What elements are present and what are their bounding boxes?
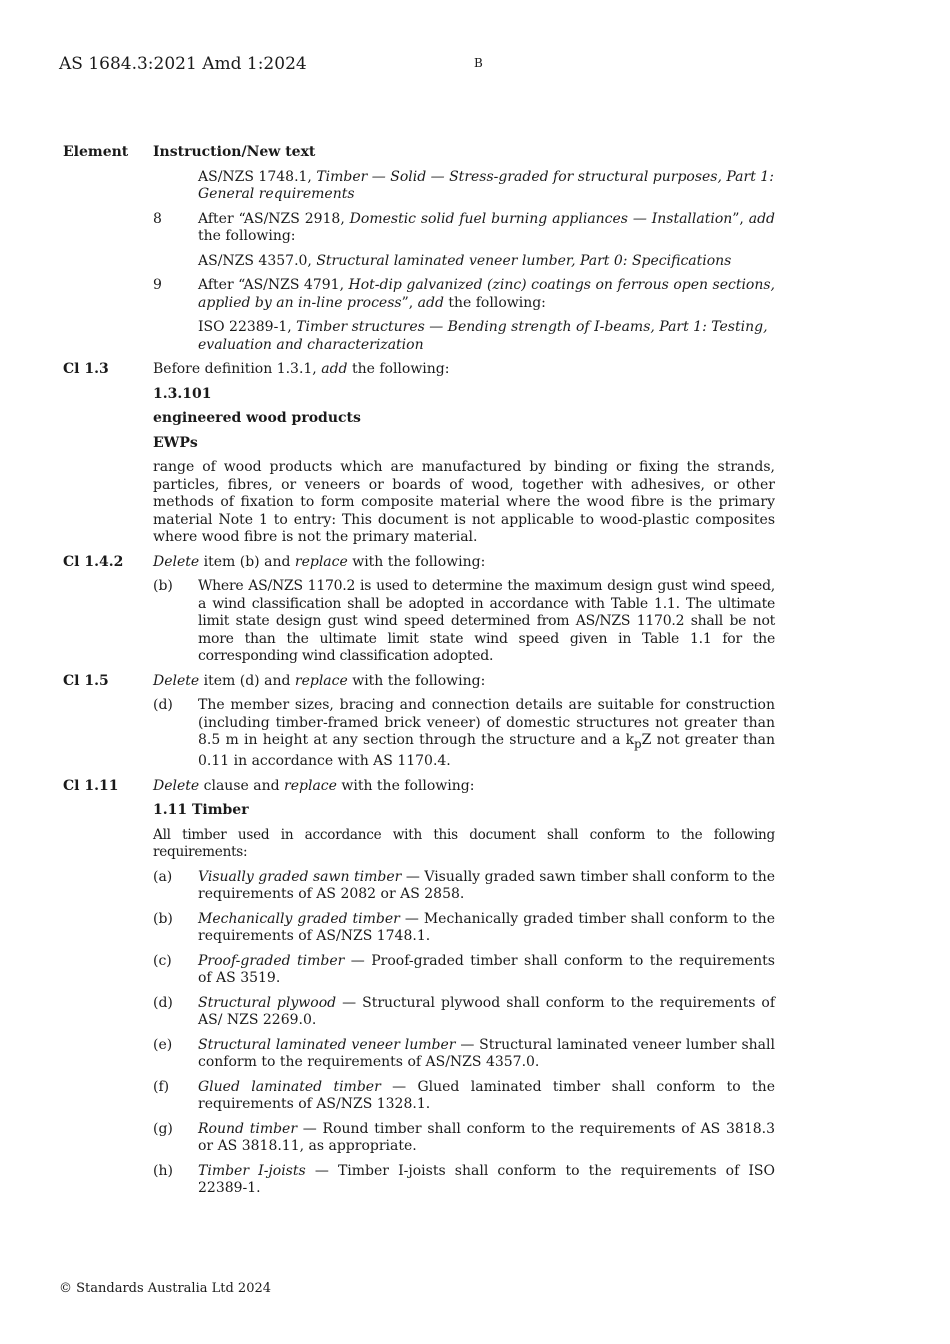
definition-number: 1.3.101 bbox=[153, 385, 212, 402]
list-item bbox=[153, 911, 775, 946]
list-item bbox=[153, 1121, 775, 1156]
reference-as-nzs-1748-1: AS/NZS 1748.1, Timber — Solid — Stress-graded for structural purposes, Part 1: General requirements bbox=[198, 168, 774, 202]
element-label: Cl 1.3 bbox=[63, 361, 109, 377]
timber-requirements-list bbox=[153, 869, 775, 1198]
instruction-text: Delete item (d) and replace with the following: bbox=[153, 672, 486, 689]
item-term: Structural plywood bbox=[198, 994, 337, 1011]
item-label: (d) bbox=[153, 994, 173, 1011]
item-label: (a) bbox=[153, 868, 173, 885]
list-item bbox=[153, 953, 775, 988]
amendment-table bbox=[63, 144, 775, 1212]
item-text: Structural laminated veneer lumber — Structural laminated veneer lumber shall conform to the requirements of AS/NZS 4357.0. bbox=[198, 1036, 775, 1071]
item-label: (b) bbox=[153, 910, 173, 927]
page-label: B bbox=[474, 56, 483, 70]
item-text: Mechanically graded timber — Mechanically graded timber shall conform to the requirements of AS/NZS 1748.1. bbox=[198, 910, 775, 945]
item-number: 8 bbox=[153, 210, 162, 227]
item-label: (c) bbox=[153, 952, 172, 969]
clause-1-4-2-row bbox=[63, 554, 775, 666]
instruction-item-8: 8 After “AS/NZS 2918, Domestic solid fuel burning appliances — Installation”, add the following: bbox=[153, 210, 776, 244]
item-term: Visually graded sawn timber bbox=[198, 868, 402, 885]
reference-as-nzs-4357-0: AS/NZS 4357.0, Structural laminated veneer lumber, Part 0: Specifications bbox=[198, 252, 732, 269]
list-item bbox=[153, 578, 775, 666]
definition-term: engineered wood products bbox=[153, 410, 361, 426]
instruction-text: Before definition 1.3.1, add the following: bbox=[153, 361, 450, 377]
item-label: (g) bbox=[153, 1120, 173, 1137]
list-item bbox=[153, 1037, 775, 1072]
list-item bbox=[153, 697, 775, 771]
table-header-row bbox=[63, 144, 775, 162]
instruction-text: Delete clause and replace with the following: bbox=[153, 777, 475, 794]
item-label: (f) bbox=[153, 1078, 170, 1095]
copyright: © Standards Australia Ltd 2024 bbox=[59, 1281, 272, 1296]
list-item bbox=[153, 1163, 775, 1198]
item-label: (d) bbox=[153, 697, 173, 713]
clause-1-5-row bbox=[63, 673, 775, 771]
element-column-header: Element bbox=[63, 144, 129, 160]
instruction-item-9: 9 After “AS/NZS 4791, Hot-dip galvanized (zinc) coatings on ferrous open sections, applied by an in-line process”, add the following: bbox=[153, 277, 776, 311]
item-text: Visually graded sawn timber — Visually graded sawn timber shall conform to the requirements of AS 2082 or AS 2858. bbox=[198, 868, 775, 903]
clause-1-3-row bbox=[63, 361, 775, 547]
item-label: (h) bbox=[153, 1162, 173, 1179]
element-label: Cl 1.11 bbox=[63, 777, 119, 794]
item-term: Timber I-joists bbox=[198, 1162, 306, 1179]
list-item bbox=[153, 1079, 775, 1114]
reference-iso-22389-1: ISO 22389-1, Timber structures — Bending strength of I-beams, Part 1: Testing, evaluation and characterization bbox=[198, 319, 768, 353]
item-text: Where AS/NZS 1170.2 is used to determine the maximum design gust wind speed, a wind classification shall be adopted in accordance with Table 1.1. The ultimate limit state design gust wind speed determined from AS/NZS 1170.2 shall be not more than the ultimate limit state wind speed given in Table 1.1 for the corresponding wind classification adopted. bbox=[198, 578, 775, 664]
list-item bbox=[153, 995, 775, 1030]
item-text: Proof-graded timber — Proof-graded timber shall conform to the requirements of AS 3519. bbox=[198, 952, 775, 987]
item-text: Structural plywood — Structural plywood shall conform to the requirements of AS/ NZS 2269.0. bbox=[198, 994, 776, 1029]
item-label: (b) bbox=[153, 578, 173, 594]
element-label: Cl 1.4.2 bbox=[63, 553, 124, 570]
item-text: The member sizes, bracing and connection details are suitable for construction (including timber-framed brick veneer) of domestic structures not greater than 8.5 m in height at any section through the structure and a $k_pZ$ not greater than 0.11 in accordance with AS 1170.4. bbox=[198, 697, 776, 770]
item-term: Round timber bbox=[198, 1120, 298, 1137]
clause-intro: All timber used in accordance with this document shall conform to the following requirements: bbox=[153, 826, 775, 861]
definition-abbreviation: EWPs bbox=[153, 434, 198, 451]
element-label: Cl 1.5 bbox=[63, 672, 109, 689]
item-term: Mechanically graded timber bbox=[198, 910, 400, 927]
item-text: Round timber — Round timber shall conform to the requirements of AS 3818.3 or AS 3818.11, as appropriate. bbox=[198, 1120, 776, 1155]
clause-1-11-row bbox=[63, 778, 775, 1205]
item-text: Glued laminated timber — Glued laminated timber shall conform to the requirements of AS/NZS 1328.1. bbox=[198, 1078, 775, 1113]
instruction-text: Delete item (b) and replace with the following: bbox=[153, 553, 486, 570]
definition-text: range of wood products which are manufactured by binding or fixing the strands, particles, fibres, or veneers or boards of wood, together with adhesives, or other methods of fixation to form composite material where the wood fibre is the primary material Note 1 to entry: This document is not applicable to wood-plastic composites where wood fibre is not the primary material. bbox=[153, 459, 775, 545]
clause-heading: 1.11 Timber bbox=[153, 802, 249, 819]
item-label: (e) bbox=[153, 1036, 173, 1053]
item-term: Structural laminated veneer lumber bbox=[198, 1036, 456, 1053]
item-term: Proof-graded timber bbox=[198, 952, 345, 969]
normative-references-row bbox=[63, 169, 775, 355]
item-term: Glued laminated timber bbox=[198, 1078, 381, 1095]
item-number: 9 bbox=[153, 277, 162, 293]
instruction-column-header: Instruction/New text bbox=[153, 144, 316, 160]
item-text: Timber I-joists — Timber I-joists shall conform to the requirements of ISO 22389-1. bbox=[198, 1162, 775, 1197]
standard-id: AS 1684.3:2021 Amd 1:2024 bbox=[59, 54, 307, 74]
list-item bbox=[153, 869, 775, 904]
